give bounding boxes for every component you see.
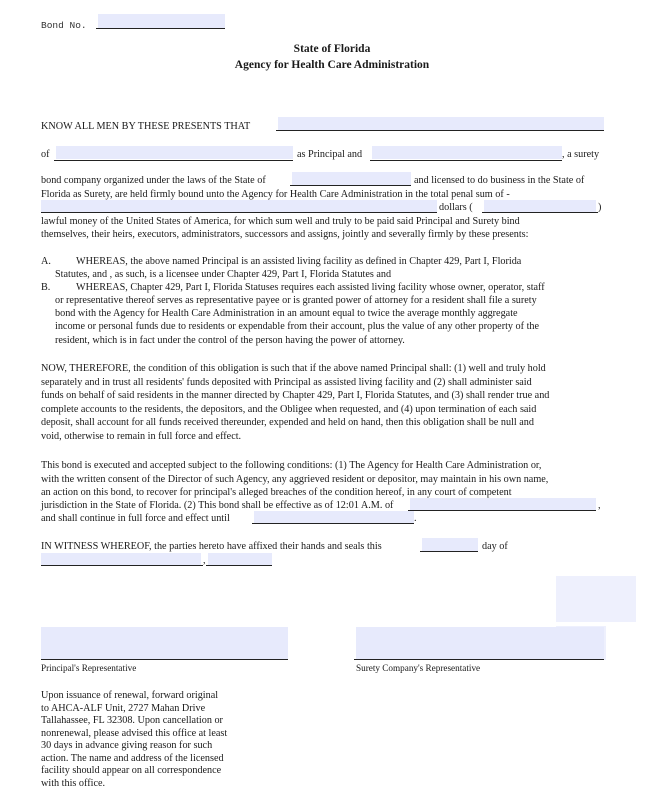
principal-rep-label: Principal's Representative (41, 663, 137, 673)
effective-date-field[interactable] (410, 498, 596, 510)
now-therefore-line-5: deposit, shall account for all funds received thereunder, expended and held on hand, then this obligation shall be null and (41, 417, 534, 429)
effective-date-underline (408, 510, 596, 511)
conditions-line-3: an action on this bond, to recover for principal's alleged breaches of the condition hereof, in any court of competent (41, 487, 512, 499)
surety-state-underline (290, 185, 411, 186)
notice-line-5: 30 days in advance giving reason for such (41, 740, 213, 751)
conditions-line-1: This bond is executed and accepted subject to the following conditions: (1) The Agency for Health Care Administration or, (41, 460, 542, 471)
surety-rep-label: Surety Company's Representative (356, 663, 481, 673)
florida-surety-text: Florida as Surety, are held firmly bound unto the Agency for Health Care Administration in the total penal sum of - (41, 189, 510, 200)
whereas-a-line-2: Statutes, and , as such, is a licensee under Chapter 429, Part I, Florida Statutes and (55, 269, 392, 280)
notice-line-6: action. The name and address of the licensed (41, 752, 224, 764)
witness-month-underline (41, 565, 203, 566)
now-therefore-line-3: funds on behalf of said residents in the manner directed by Chapter 429, Part I, Florida Statutes, and (3) shall render true and (41, 390, 550, 402)
notice-line-3: Tallahassee, FL 32308. Upon cancellation or (41, 715, 223, 726)
expiration-date-field[interactable] (254, 511, 414, 523)
penal-sum-number-field[interactable] (484, 200, 596, 212)
dollars-text: dollars ( (439, 202, 473, 213)
bond-no-label: Bond No. (41, 20, 87, 31)
bond-no-field[interactable] (98, 14, 225, 29)
of-text: of (41, 149, 50, 160)
whereas-b-line-3: bond with the Agency for Health Care Administration in an amount equal to twice the average monthly aggregate (55, 308, 518, 319)
as-principal-text: as Principal and (297, 149, 363, 160)
title-state: State of Florida (293, 43, 371, 55)
penal-sum-number-underline (482, 212, 598, 213)
licensed-text: and licensed to do business in the State of (414, 175, 585, 186)
notice-line-7: facility should appear on all correspondence (41, 765, 222, 776)
lawful-line-2: themselves, their heirs, executors, administrators, successors and assigns, jointly and severally firmly by these presents: (41, 229, 529, 240)
principal-name-field[interactable] (278, 117, 604, 130)
day-of-text: day of (482, 541, 508, 552)
surety-state-field[interactable] (292, 172, 411, 185)
conditions-paragraph (41, 459, 548, 500)
notice-line-1: Upon issuance of renewal, forward original (41, 690, 219, 701)
a-surety-text: , a surety (562, 149, 600, 160)
surety-name-field[interactable] (372, 146, 562, 159)
witness-comma: , (203, 555, 206, 566)
conditions-line-4-end: , (598, 500, 601, 511)
penal-sum-words-field[interactable] (41, 200, 437, 212)
principal-signature-field[interactable] (41, 627, 288, 659)
principal-address-field[interactable] (56, 146, 293, 159)
whereas-b-line-1: WHEREAS, Chapter 429, Part I, Florida Statuses requires each assisted living facility whose owner, operator, staff (76, 282, 545, 293)
notice-line-4: nonrenewal, please advised this office at least (41, 727, 228, 739)
principal-signature-underline (41, 659, 288, 660)
close-paren: ) (598, 202, 602, 213)
whereas-b-line-5: resident, which is in fact under the control of the person having the power of attorney. (55, 335, 405, 346)
lawful-line-1: lawful money of the United States of America, for which sum well and truly to be paid said Principal and Surety bind (41, 216, 520, 227)
witness-month-field[interactable] (41, 553, 201, 565)
now-therefore-paragraph (41, 362, 549, 444)
conditions-line-2: with the written consent of the Director of such Agency, any aggrieved resident or depositor, may maintain in his own name, (41, 473, 549, 485)
whereas-b-line-4: income or personal funds due to residents or expendable from their account, plus the value of any other property of the (55, 321, 540, 332)
bond-company-text: bond company organized under the laws of the State of (41, 175, 266, 186)
bond-no-underline (96, 28, 225, 29)
notice-line-8: with this office. (41, 777, 106, 789)
surety-signature-field[interactable] (356, 627, 604, 659)
now-therefore-line-2: separately and in trust all residents' funds deposited with Principal as assisted living facility and (2) shall administer said (41, 376, 532, 388)
surety-signature-underline (354, 659, 604, 660)
conditions-line-4: jurisdiction in the State of Florida. (2) This bond shall be effective as of 12:01 A.M. of (41, 500, 394, 511)
conditions-line-5-end: . (414, 513, 417, 524)
whereas-a-line-1: WHEREAS, the above named Principal is an assisted living facility as defined in Chapter 429, Part I, Florida (76, 256, 522, 267)
conditions-line-5: and shall continue in full force and effect until (41, 513, 230, 524)
witness-day-underline (420, 551, 478, 552)
witness-year-underline (206, 565, 272, 566)
whereas-b-marker: B. (41, 282, 51, 293)
now-therefore-line-4: complete accounts to the residents, the depositors, and the Obligee when requested, and (4) upon termination of each said (41, 403, 537, 415)
principal-name-underline (276, 130, 604, 131)
title-agency: Agency for Health Care Administration (234, 59, 430, 71)
witness-day-field[interactable] (422, 538, 478, 551)
surety-seal-box-top[interactable] (556, 576, 636, 622)
notice-paragraph (41, 690, 227, 790)
now-therefore-line-6: void, otherwise to remain in full force and effect. (41, 430, 242, 442)
notice-line-2: to AHCA-ALF Unit, 2727 Mahan Drive (41, 702, 206, 714)
whereas-a-marker: A. (41, 256, 51, 267)
penal-sum-words-underline (41, 212, 437, 213)
surety-name-underline (370, 160, 562, 161)
witness-year-field[interactable] (208, 553, 272, 565)
witness-text: IN WITNESS WHEREOF, the parties hereto have affixed their hands and seals this (41, 541, 382, 552)
expiration-date-underline (252, 523, 414, 524)
now-therefore-line-1: NOW, THEREFORE, the condition of this obligation is such that if the above named Principal shall: (1) well and truly hold (41, 363, 546, 374)
principal-address-underline (54, 160, 293, 161)
know-all-text: KNOW ALL MEN BY THESE PRESENTS THAT (41, 121, 251, 132)
whereas-b-line-2: or representative thereof serves as representative payee or is granted power of attorney for a resident shall file a surety (55, 295, 537, 306)
